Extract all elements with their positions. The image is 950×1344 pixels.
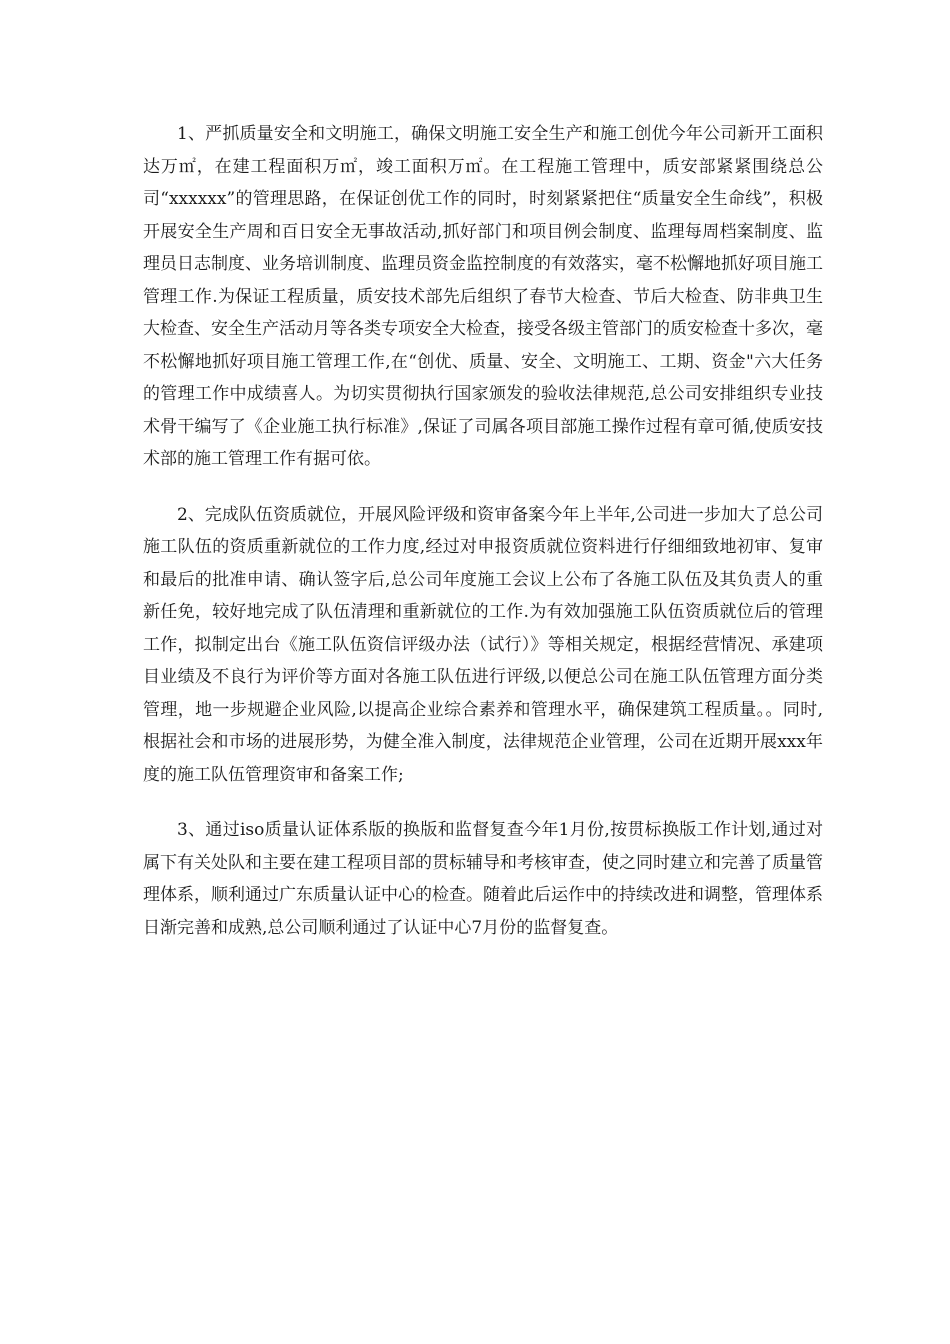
- paragraph-iso-certification: 3、通过iso质量认证体系版的换版和监督复查今年1月份,按贯标换版工作计划,通过对属下有关处队和主要在建工程项目部的贯标辅导和考核审查，使之同时建立和完善了质量管理体系，顺利通过广东质量认证中心的检查。随着此后运作中的持续改进和调整，管理体系日渐完善和成熟,总公司顺利通过了认证中心7月份的监督复查。: [143, 820, 823, 938]
- paragraph-team-qualification: 2、完成队伍资质就位，开展风险评级和资审备案今年上半年,公司进一步加大了总公司施工队伍的资质重新就位的工作力度,经过对申报资质就位资料进行仔细细致地初审、复审和最后的批准申请、确认签字后,总公司年度施工会议上公布了各施工队伍及其负责人的重新任免，较好地完成了队伍清理和重新就位的工作.为有效加强施工队伍资质就位后的管理工作，拟制定出台《施工队伍资信评级办法（试行）》等相关规定，根据经营情况、承建项目业绩及不良行为评价等方面对各施工队伍进行评级,以便总公司在施工队伍管理方面分类管理，地一步规避企业风险,以提高企业综合素养和管理水平，确保建筑工程质量。。同时,根据社会和市场的进展形势，为健全准入制度，法律规范企业管理，公司在近期开展xxx年度的施工队伍管理资审和备案工作;: [143, 504, 823, 785]
- document-body: [143, 118, 823, 944]
- paragraph-quality-safety: 1、严抓质量安全和文明施工，确保文明施工安全生产和施工创优今年公司新开工面积达万㎡，在建工程面积万㎡，竣工面积万㎡。在工程施工管理中，质安部紧紧围绕总公司“xxxxxx”的管理思路，在保证创优工作的同时，时刻紧紧把住“质量安全生命线”，积极开展安全生产周和百日安全无事故活动,抓好部门和项目例会制度、监理每周档案制度、监理员日志制度、业务培训制度、监理员资金监控制度的有效落实，毫不松懈地抓好项目施工管理工作.为保证工程质量，质安技术部先后组织了春节大检查、节后大检查、防非典卫生大检查、安全生产活动月等各类专项安全大检查，接受各级主管部门的质安检查十多次，毫不松懈地抓好项目施工管理工作,在“创优、质量、安全、文明施工、工期、资金"六大任务的管理工作中成绩喜人。为切实贯彻执行国家颁发的验收法律规范,总公司安排组织专业技术骨干编写了《企业施工执行标准》,保证了司属各项目部施工操作过程有章可循,使质安技术部的施工管理工作有据可依。: [143, 124, 823, 469]
